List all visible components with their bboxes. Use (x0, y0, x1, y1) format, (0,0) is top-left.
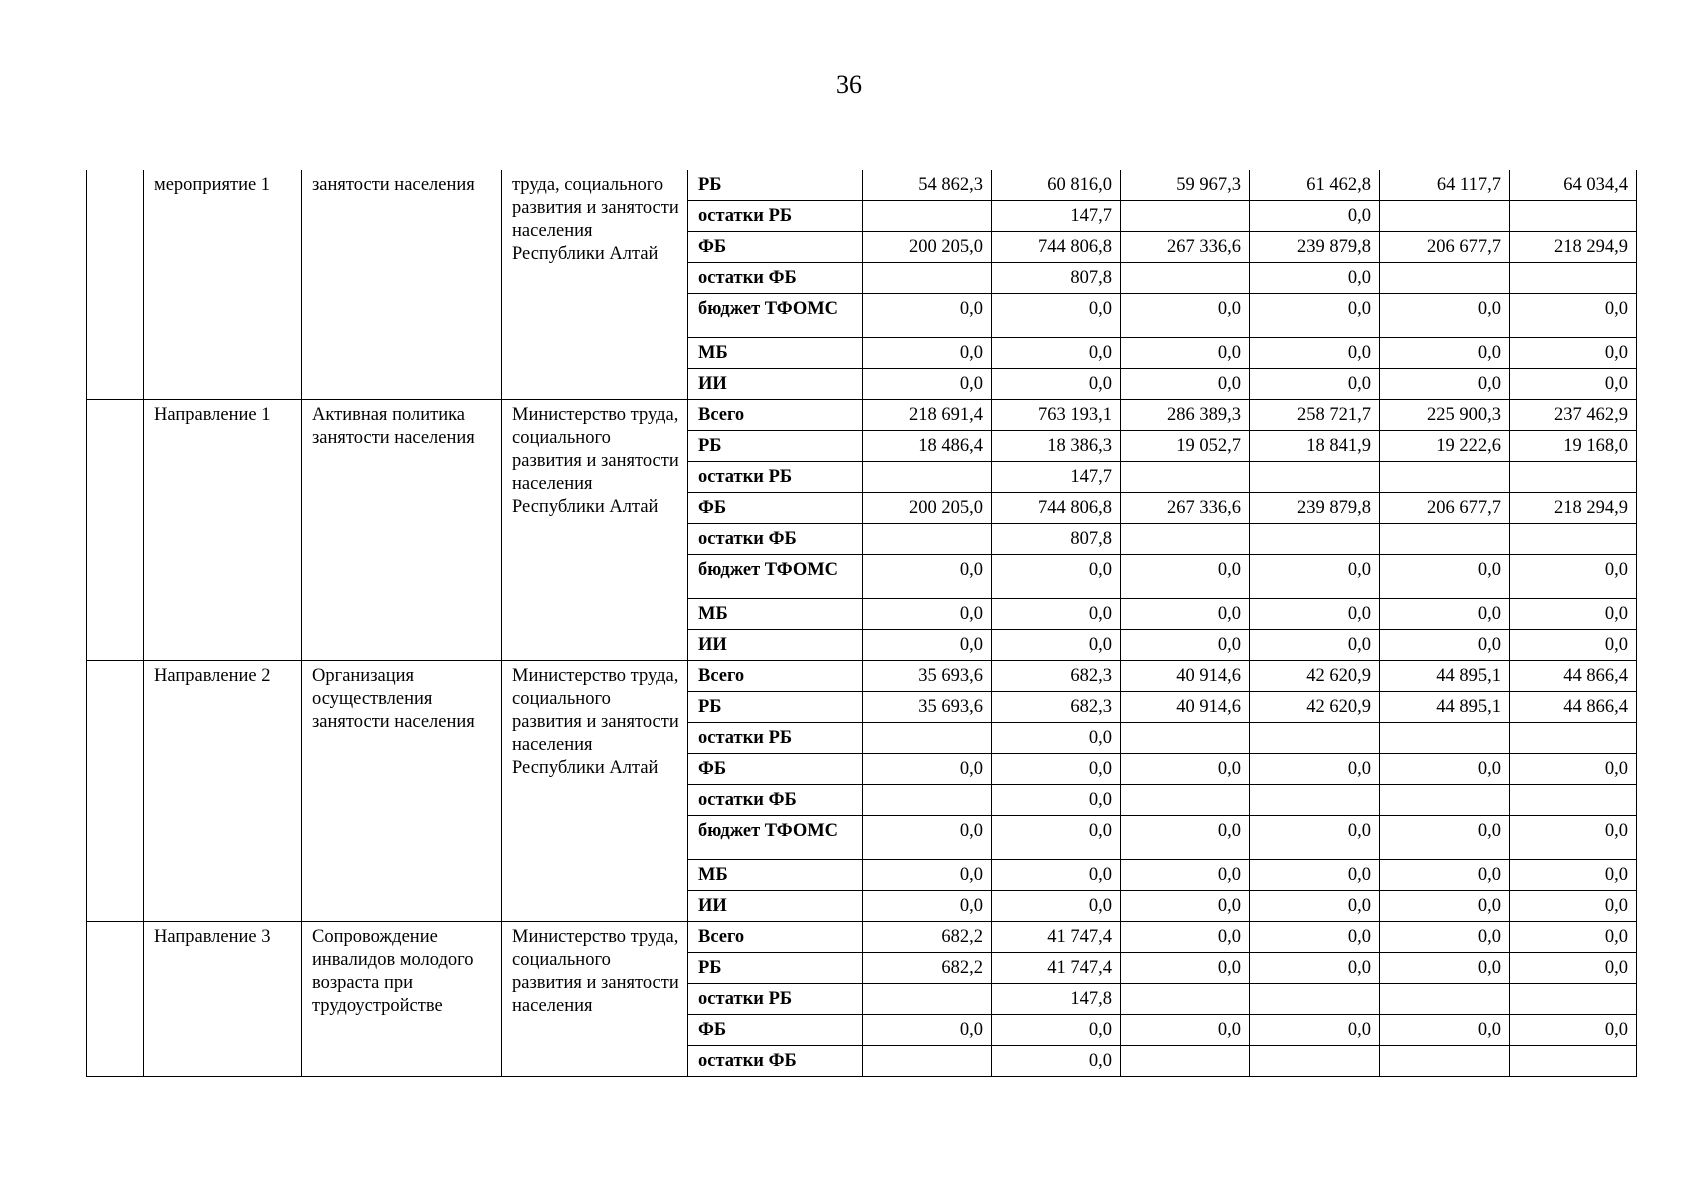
funding-source-cell: остатки ФБ (688, 1046, 863, 1077)
amount-cell: 0,0 (863, 860, 992, 891)
amount-cell: 147,8 (992, 984, 1121, 1015)
amount-cell: 0,0 (1510, 294, 1637, 338)
funding-source-cell: ИИ (688, 630, 863, 661)
amount-cell: 44 895,1 (1380, 692, 1510, 723)
amount-cell: 0,0 (1510, 953, 1637, 984)
amount-cell: 0,0 (1250, 891, 1380, 922)
amount-cell: 0,0 (1121, 294, 1250, 338)
amount-cell: 0,0 (1250, 754, 1380, 785)
amount-cell: 60 816,0 (992, 170, 1121, 201)
amount-cell (863, 524, 992, 555)
amount-cell: 682,3 (992, 692, 1121, 723)
funding-source-cell: ФБ (688, 1015, 863, 1046)
amount-cell: 0,0 (1250, 294, 1380, 338)
amount-cell: 807,8 (992, 524, 1121, 555)
funding-source-cell: остатки ФБ (688, 263, 863, 294)
amount-cell: 0,0 (863, 1015, 992, 1046)
funding-source-cell: ИИ (688, 369, 863, 400)
amount-cell: 0,0 (1250, 599, 1380, 630)
amount-cell: 0,0 (992, 785, 1121, 816)
amount-cell (1121, 1046, 1250, 1077)
amount-cell: 18 841,9 (1250, 431, 1380, 462)
row-number-cell (87, 400, 144, 661)
amount-cell (863, 1046, 992, 1077)
amount-cell: 239 879,8 (1250, 493, 1380, 524)
amount-cell: 0,0 (1250, 953, 1380, 984)
amount-cell: 682,2 (863, 953, 992, 984)
amount-cell: 0,0 (1121, 1015, 1250, 1046)
amount-cell: 0,0 (1380, 369, 1510, 400)
funding-source-cell: Всего (688, 400, 863, 431)
amount-cell: 0,0 (1121, 555, 1250, 599)
amount-cell: 0,0 (1380, 922, 1510, 953)
amount-cell: 0,0 (1510, 630, 1637, 661)
amount-cell: 0,0 (1250, 922, 1380, 953)
funding-source-cell: РБ (688, 431, 863, 462)
funding-source-cell: остатки РБ (688, 462, 863, 493)
amount-cell (1121, 785, 1250, 816)
amount-cell: 0,0 (992, 891, 1121, 922)
amount-cell: 42 620,9 (1250, 692, 1380, 723)
block-type-cell: Направление 1 (144, 400, 302, 661)
amount-cell: 218 691,4 (863, 400, 992, 431)
amount-cell: 206 677,7 (1380, 493, 1510, 524)
row-number-cell (87, 170, 144, 400)
amount-cell: 682,3 (992, 661, 1121, 692)
funding-source-cell: РБ (688, 953, 863, 984)
amount-cell: 0,0 (1380, 338, 1510, 369)
funding-source-cell: бюджет ТФОМС (688, 555, 863, 599)
amount-cell: 0,0 (1510, 922, 1637, 953)
amount-cell: 0,0 (1380, 953, 1510, 984)
amount-cell: 0,0 (1380, 754, 1510, 785)
row-number-cell (87, 661, 144, 922)
amount-cell: 258 721,7 (1250, 400, 1380, 431)
amount-cell (1380, 723, 1510, 754)
funding-source-cell: Всего (688, 922, 863, 953)
amount-cell: 0,0 (992, 723, 1121, 754)
amount-cell: 0,0 (1510, 1015, 1637, 1046)
row-number-cell (87, 922, 144, 1077)
block-name-cell: Активная политика занятости населения (302, 400, 502, 661)
amount-cell: 0,0 (1510, 338, 1637, 369)
amount-cell (1510, 785, 1637, 816)
funding-source-cell: остатки ФБ (688, 524, 863, 555)
funding-source-cell: остатки РБ (688, 984, 863, 1015)
amount-cell (1121, 984, 1250, 1015)
funding-source-cell: бюджет ТФОМС (688, 816, 863, 860)
table-row (87, 922, 1637, 953)
amount-cell (1121, 462, 1250, 493)
amount-cell: 0,0 (1380, 860, 1510, 891)
amount-cell: 0,0 (863, 816, 992, 860)
amount-cell: 19 222,6 (1380, 431, 1510, 462)
amount-cell (1250, 723, 1380, 754)
amount-cell: 41 747,4 (992, 922, 1121, 953)
amount-cell (1250, 785, 1380, 816)
amount-cell: 0,0 (1121, 816, 1250, 860)
amount-cell: 59 967,3 (1121, 170, 1250, 201)
block-name-cell: Сопровождение инвалидов молодого возраста при трудоустройстве (302, 922, 502, 1077)
amount-cell: 0,0 (1121, 754, 1250, 785)
amount-cell (1250, 524, 1380, 555)
amount-cell: 239 879,8 (1250, 232, 1380, 263)
amount-cell: 0,0 (1121, 599, 1250, 630)
amount-cell: 0,0 (992, 630, 1121, 661)
amount-cell (863, 462, 992, 493)
amount-cell: 206 677,7 (1380, 232, 1510, 263)
amount-cell: 682,2 (863, 922, 992, 953)
amount-cell: 0,0 (863, 555, 992, 599)
amount-cell (863, 984, 992, 1015)
executor-cell: Министерство труда, социального развития и занятости населения Республики Алтай (502, 661, 688, 922)
funding-source-cell: РБ (688, 170, 863, 201)
amount-cell: 18 386,3 (992, 431, 1121, 462)
amount-cell (1510, 263, 1637, 294)
amount-cell: 286 389,3 (1121, 400, 1250, 431)
amount-cell: 0,0 (863, 294, 992, 338)
amount-cell (1380, 984, 1510, 1015)
amount-cell (1380, 524, 1510, 555)
amount-cell: 763 193,1 (992, 400, 1121, 431)
amount-cell: 64 117,7 (1380, 170, 1510, 201)
amount-cell: 0,0 (992, 860, 1121, 891)
amount-cell: 0,0 (1250, 555, 1380, 599)
funding-source-cell: ИИ (688, 891, 863, 922)
amount-cell: 147,7 (992, 201, 1121, 232)
table-row (87, 661, 1637, 692)
amount-cell: 0,0 (1250, 263, 1380, 294)
funding-source-cell: остатки ФБ (688, 785, 863, 816)
block-name-cell: Организация осуществления занятости населения (302, 661, 502, 922)
amount-cell: 0,0 (992, 369, 1121, 400)
amount-cell: 0,0 (1121, 922, 1250, 953)
amount-cell (1510, 524, 1637, 555)
amount-cell: 0,0 (1510, 555, 1637, 599)
amount-cell (1380, 263, 1510, 294)
amount-cell (1380, 201, 1510, 232)
executor-cell: Министерство труда, социального развития и занятости населения Республики Алтай (502, 400, 688, 661)
amount-cell: 0,0 (992, 599, 1121, 630)
amount-cell: 0,0 (863, 599, 992, 630)
amount-cell: 0,0 (1510, 816, 1637, 860)
amount-cell (1380, 462, 1510, 493)
amount-cell: 218 294,9 (1510, 232, 1637, 263)
amount-cell: 0,0 (1250, 1015, 1380, 1046)
amount-cell: 0,0 (1510, 891, 1637, 922)
amount-cell: 0,0 (1250, 630, 1380, 661)
amount-cell: 200 205,0 (863, 232, 992, 263)
executor-cell: Министерство труда, социального развития и занятости населения (502, 922, 688, 1077)
amount-cell: 0,0 (992, 555, 1121, 599)
table-row (87, 400, 1637, 431)
page-number: 36 (836, 70, 862, 99)
amount-cell: 44 866,4 (1510, 661, 1637, 692)
funding-source-cell: МБ (688, 338, 863, 369)
amount-cell (863, 201, 992, 232)
amount-cell: 44 866,4 (1510, 692, 1637, 723)
amount-cell: 0,0 (863, 891, 992, 922)
amount-cell: 225 900,3 (1380, 400, 1510, 431)
amount-cell: 744 806,8 (992, 493, 1121, 524)
funding-source-cell: МБ (688, 860, 863, 891)
amount-cell: 35 693,6 (863, 692, 992, 723)
amount-cell (1510, 984, 1637, 1015)
amount-cell (1121, 201, 1250, 232)
amount-cell: 0,0 (1380, 555, 1510, 599)
amount-cell: 0,0 (992, 1015, 1121, 1046)
amount-cell: 41 747,4 (992, 953, 1121, 984)
amount-cell: 0,0 (1121, 338, 1250, 369)
amount-cell: 0,0 (863, 369, 992, 400)
amount-cell: 0,0 (1250, 816, 1380, 860)
table-row (87, 170, 1637, 201)
amount-cell: 0,0 (992, 1046, 1121, 1077)
funding-source-cell: РБ (688, 692, 863, 723)
amount-cell: 0,0 (1250, 338, 1380, 369)
amount-cell: 44 895,1 (1380, 661, 1510, 692)
amount-cell: 218 294,9 (1510, 493, 1637, 524)
amount-cell: 0,0 (1380, 1015, 1510, 1046)
budget-table (86, 170, 1637, 1077)
amount-cell: 237 462,9 (1510, 400, 1637, 431)
amount-cell: 0,0 (1510, 860, 1637, 891)
amount-cell: 0,0 (992, 294, 1121, 338)
amount-cell: 0,0 (863, 754, 992, 785)
funding-source-cell: бюджет ТФОМС (688, 294, 863, 338)
amount-cell (1380, 785, 1510, 816)
funding-source-cell: Всего (688, 661, 863, 692)
amount-cell (1250, 1046, 1380, 1077)
amount-cell (863, 723, 992, 754)
amount-cell: 0,0 (1250, 201, 1380, 232)
amount-cell: 0,0 (1380, 294, 1510, 338)
amount-cell (1510, 1046, 1637, 1077)
amount-cell (1510, 462, 1637, 493)
amount-cell: 0,0 (1121, 369, 1250, 400)
amount-cell: 0,0 (1380, 816, 1510, 860)
amount-cell: 744 806,8 (992, 232, 1121, 263)
amount-cell (1380, 1046, 1510, 1077)
amount-cell: 0,0 (1121, 860, 1250, 891)
block-type-cell: мероприятие 1 (144, 170, 302, 400)
amount-cell: 807,8 (992, 263, 1121, 294)
amount-cell (1510, 723, 1637, 754)
amount-cell: 0,0 (1121, 891, 1250, 922)
amount-cell: 0,0 (1121, 953, 1250, 984)
amount-cell: 0,0 (1380, 599, 1510, 630)
amount-cell: 0,0 (992, 754, 1121, 785)
amount-cell: 35 693,6 (863, 661, 992, 692)
funding-source-cell: ФБ (688, 232, 863, 263)
amount-cell (1121, 723, 1250, 754)
amount-cell: 64 034,4 (1510, 170, 1637, 201)
amount-cell: 18 486,4 (863, 431, 992, 462)
amount-cell: 0,0 (1250, 860, 1380, 891)
amount-cell: 42 620,9 (1250, 661, 1380, 692)
amount-cell: 54 862,3 (863, 170, 992, 201)
executor-cell: труда, социального развития и занятости населения Республики Алтай (502, 170, 688, 400)
amount-cell: 0,0 (863, 338, 992, 369)
funding-source-cell: МБ (688, 599, 863, 630)
block-type-cell: Направление 2 (144, 661, 302, 922)
funding-source-cell: остатки РБ (688, 201, 863, 232)
funding-source-cell: ФБ (688, 754, 863, 785)
amount-cell: 0,0 (992, 816, 1121, 860)
amount-cell (863, 785, 992, 816)
amount-cell: 40 914,6 (1121, 692, 1250, 723)
amount-cell (1250, 984, 1380, 1015)
amount-cell: 40 914,6 (1121, 661, 1250, 692)
amount-cell: 267 336,6 (1121, 493, 1250, 524)
amount-cell: 0,0 (1510, 369, 1637, 400)
amount-cell: 0,0 (1250, 369, 1380, 400)
block-type-cell: Направление 3 (144, 922, 302, 1077)
amount-cell: 0,0 (1510, 599, 1637, 630)
amount-cell (863, 263, 992, 294)
amount-cell: 0,0 (992, 338, 1121, 369)
amount-cell: 61 462,8 (1250, 170, 1380, 201)
amount-cell (1121, 263, 1250, 294)
amount-cell (1121, 524, 1250, 555)
amount-cell: 0,0 (1380, 891, 1510, 922)
amount-cell: 19 052,7 (1121, 431, 1250, 462)
amount-cell: 19 168,0 (1510, 431, 1637, 462)
block-name-cell: занятости населения (302, 170, 502, 400)
amount-cell: 267 336,6 (1121, 232, 1250, 263)
amount-cell: 0,0 (863, 630, 992, 661)
amount-cell: 0,0 (1380, 630, 1510, 661)
funding-source-cell: ФБ (688, 493, 863, 524)
amount-cell: 0,0 (1510, 754, 1637, 785)
funding-source-cell: остатки РБ (688, 723, 863, 754)
amount-cell (1250, 462, 1380, 493)
amount-cell: 147,7 (992, 462, 1121, 493)
amount-cell: 0,0 (1121, 630, 1250, 661)
amount-cell: 200 205,0 (863, 493, 992, 524)
amount-cell (1510, 201, 1637, 232)
